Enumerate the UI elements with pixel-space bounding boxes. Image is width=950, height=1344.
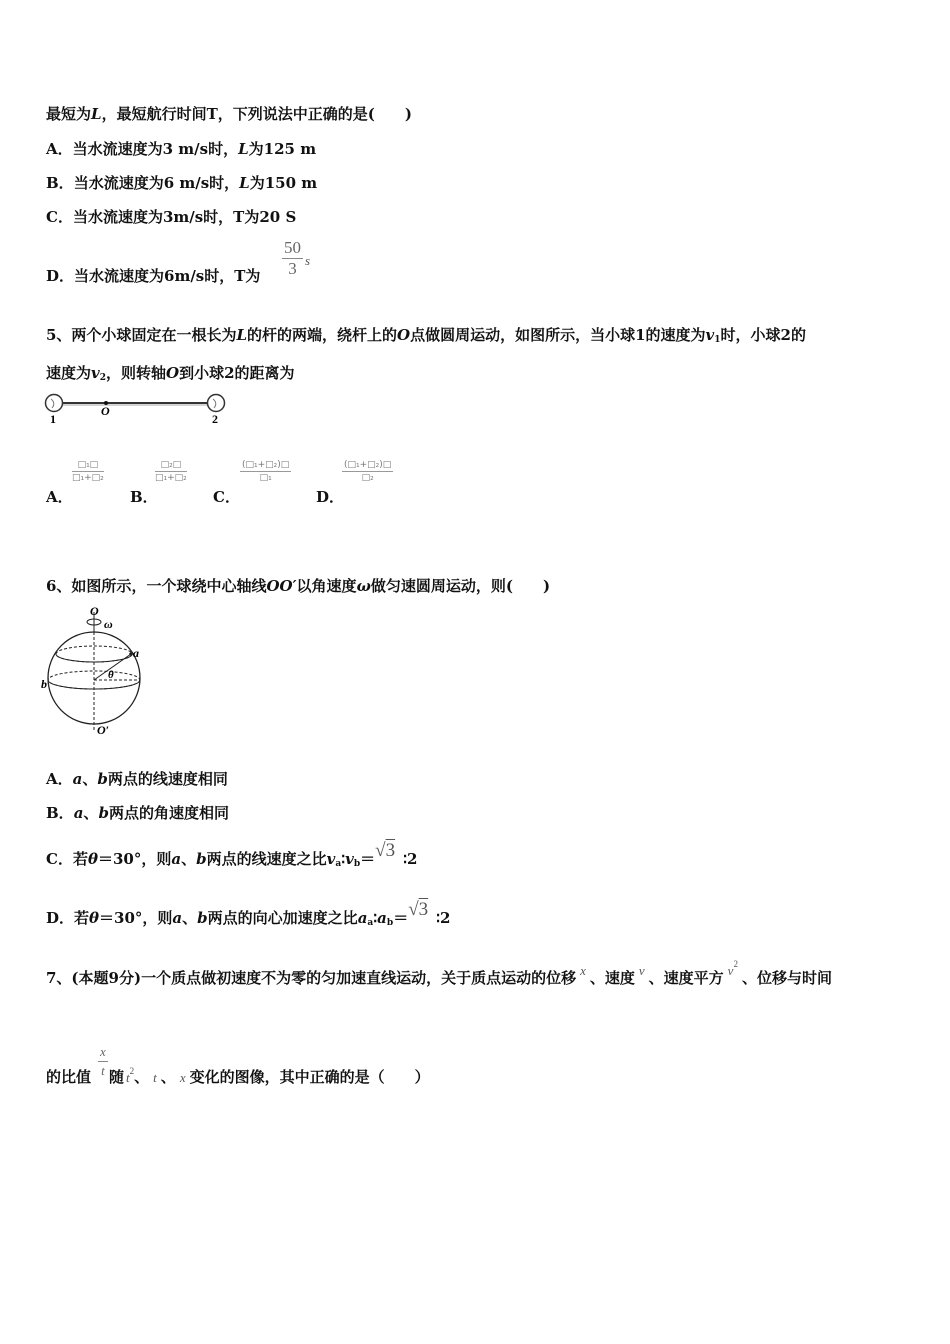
q7-v2: v [727,963,734,978]
q4-stem: 最短为L，最短航行时间T，下列说法中正确的是( ) [46,105,412,123]
q5-option-a[interactable]: A． [46,488,73,506]
q5-option-a-fraction: □₁□ □₁+□₂ [72,460,104,483]
q6-c-sqrt: 3 [385,840,396,861]
q6-option-a[interactable]: A．a、b两点的线速度相同 [46,770,228,788]
q4-d-fraction: $\frac{50}{3}$ [284,238,301,278]
q5-option-c-fraction: (□₁+□₂)□ □₁ [242,460,290,483]
q5-stem-line1: 5、两个小球固定在一根长为L的杆的两端，绕杆上的O点做圆周运动，如图所示，当小球1的速度为$v_1$时，小球2的 [46,326,806,345]
q5-rod-figure [44,390,230,426]
q6-stem: 6、如图所示，一个球绕中心轴线OO′以角速度ω做匀速圆周运动，则( ) [46,577,551,595]
q5-stem-line2: 速度为$v_2$，则转轴O到小球2的距离为 [46,364,295,383]
q7-x: x [580,963,586,978]
q5-option-c[interactable]: C． [213,488,240,506]
q7-stem-line1: 7、(本题9分)一个质点做初速度不为零的匀加速直线运动，关于质点运动的位移 x 、速度 v 、速度平方 $v^2$、位移与时间 [46,959,832,987]
q4-option-a[interactable]: A．当水流速度为3 m/s时，L为125 m [46,140,317,158]
q6-option-b[interactable]: B．a、b两点的角速度相同 [46,804,229,822]
q4-d-unit: s [305,253,311,268]
q4-option-b[interactable]: B．当水流速度为6 m/s时，L为150 m [46,174,318,192]
ball-2-label: 2 [212,412,218,426]
q5-option-d[interactable]: D． [316,488,345,506]
q5-option-b-fraction: □₂□ □₁+□₂ [155,460,187,483]
q7-x-over-t: $\frac{x}{t}$ [100,1044,106,1078]
q6-sphere-figure [41,602,154,744]
theta-label: θ [108,669,114,681]
q7-v: v [638,963,645,978]
q6-option-d[interactable]: D．若θ＝30°，则a、b两点的向心加速度之比$a_a∶a_b=√3$ ∶2 [46,899,451,928]
axis-bottom-label: O′ [97,723,110,737]
q6-d-sqrt: 3 [418,899,429,920]
pivot-label: O [101,404,110,418]
ball-1-label: 1 [50,412,56,426]
point-b-label: b [41,677,47,691]
q6-option-c[interactable]: C．若θ＝30°，则a、b两点的线速度之比$v_a∶v_b=√3$ ∶2 [46,840,418,869]
q5-option-b[interactable]: B． [130,488,158,506]
q4-option-d[interactable]: D．当水流速度为6m/s时，T为 [46,267,261,285]
omega-label: ω [104,617,113,631]
q5-option-d-fraction: (□₁+□₂)□ □₂ [344,460,392,483]
axis-top-label: O [90,604,99,618]
q4-option-c[interactable]: C．当水流速度为3m/s时，T为20 S [46,208,297,226]
q7-stem-line2: 的比值 随 $t^2$、 t 、 x 变化的图像，其中正确的是（ ） [46,1066,430,1086]
point-a-label: a [133,646,139,660]
